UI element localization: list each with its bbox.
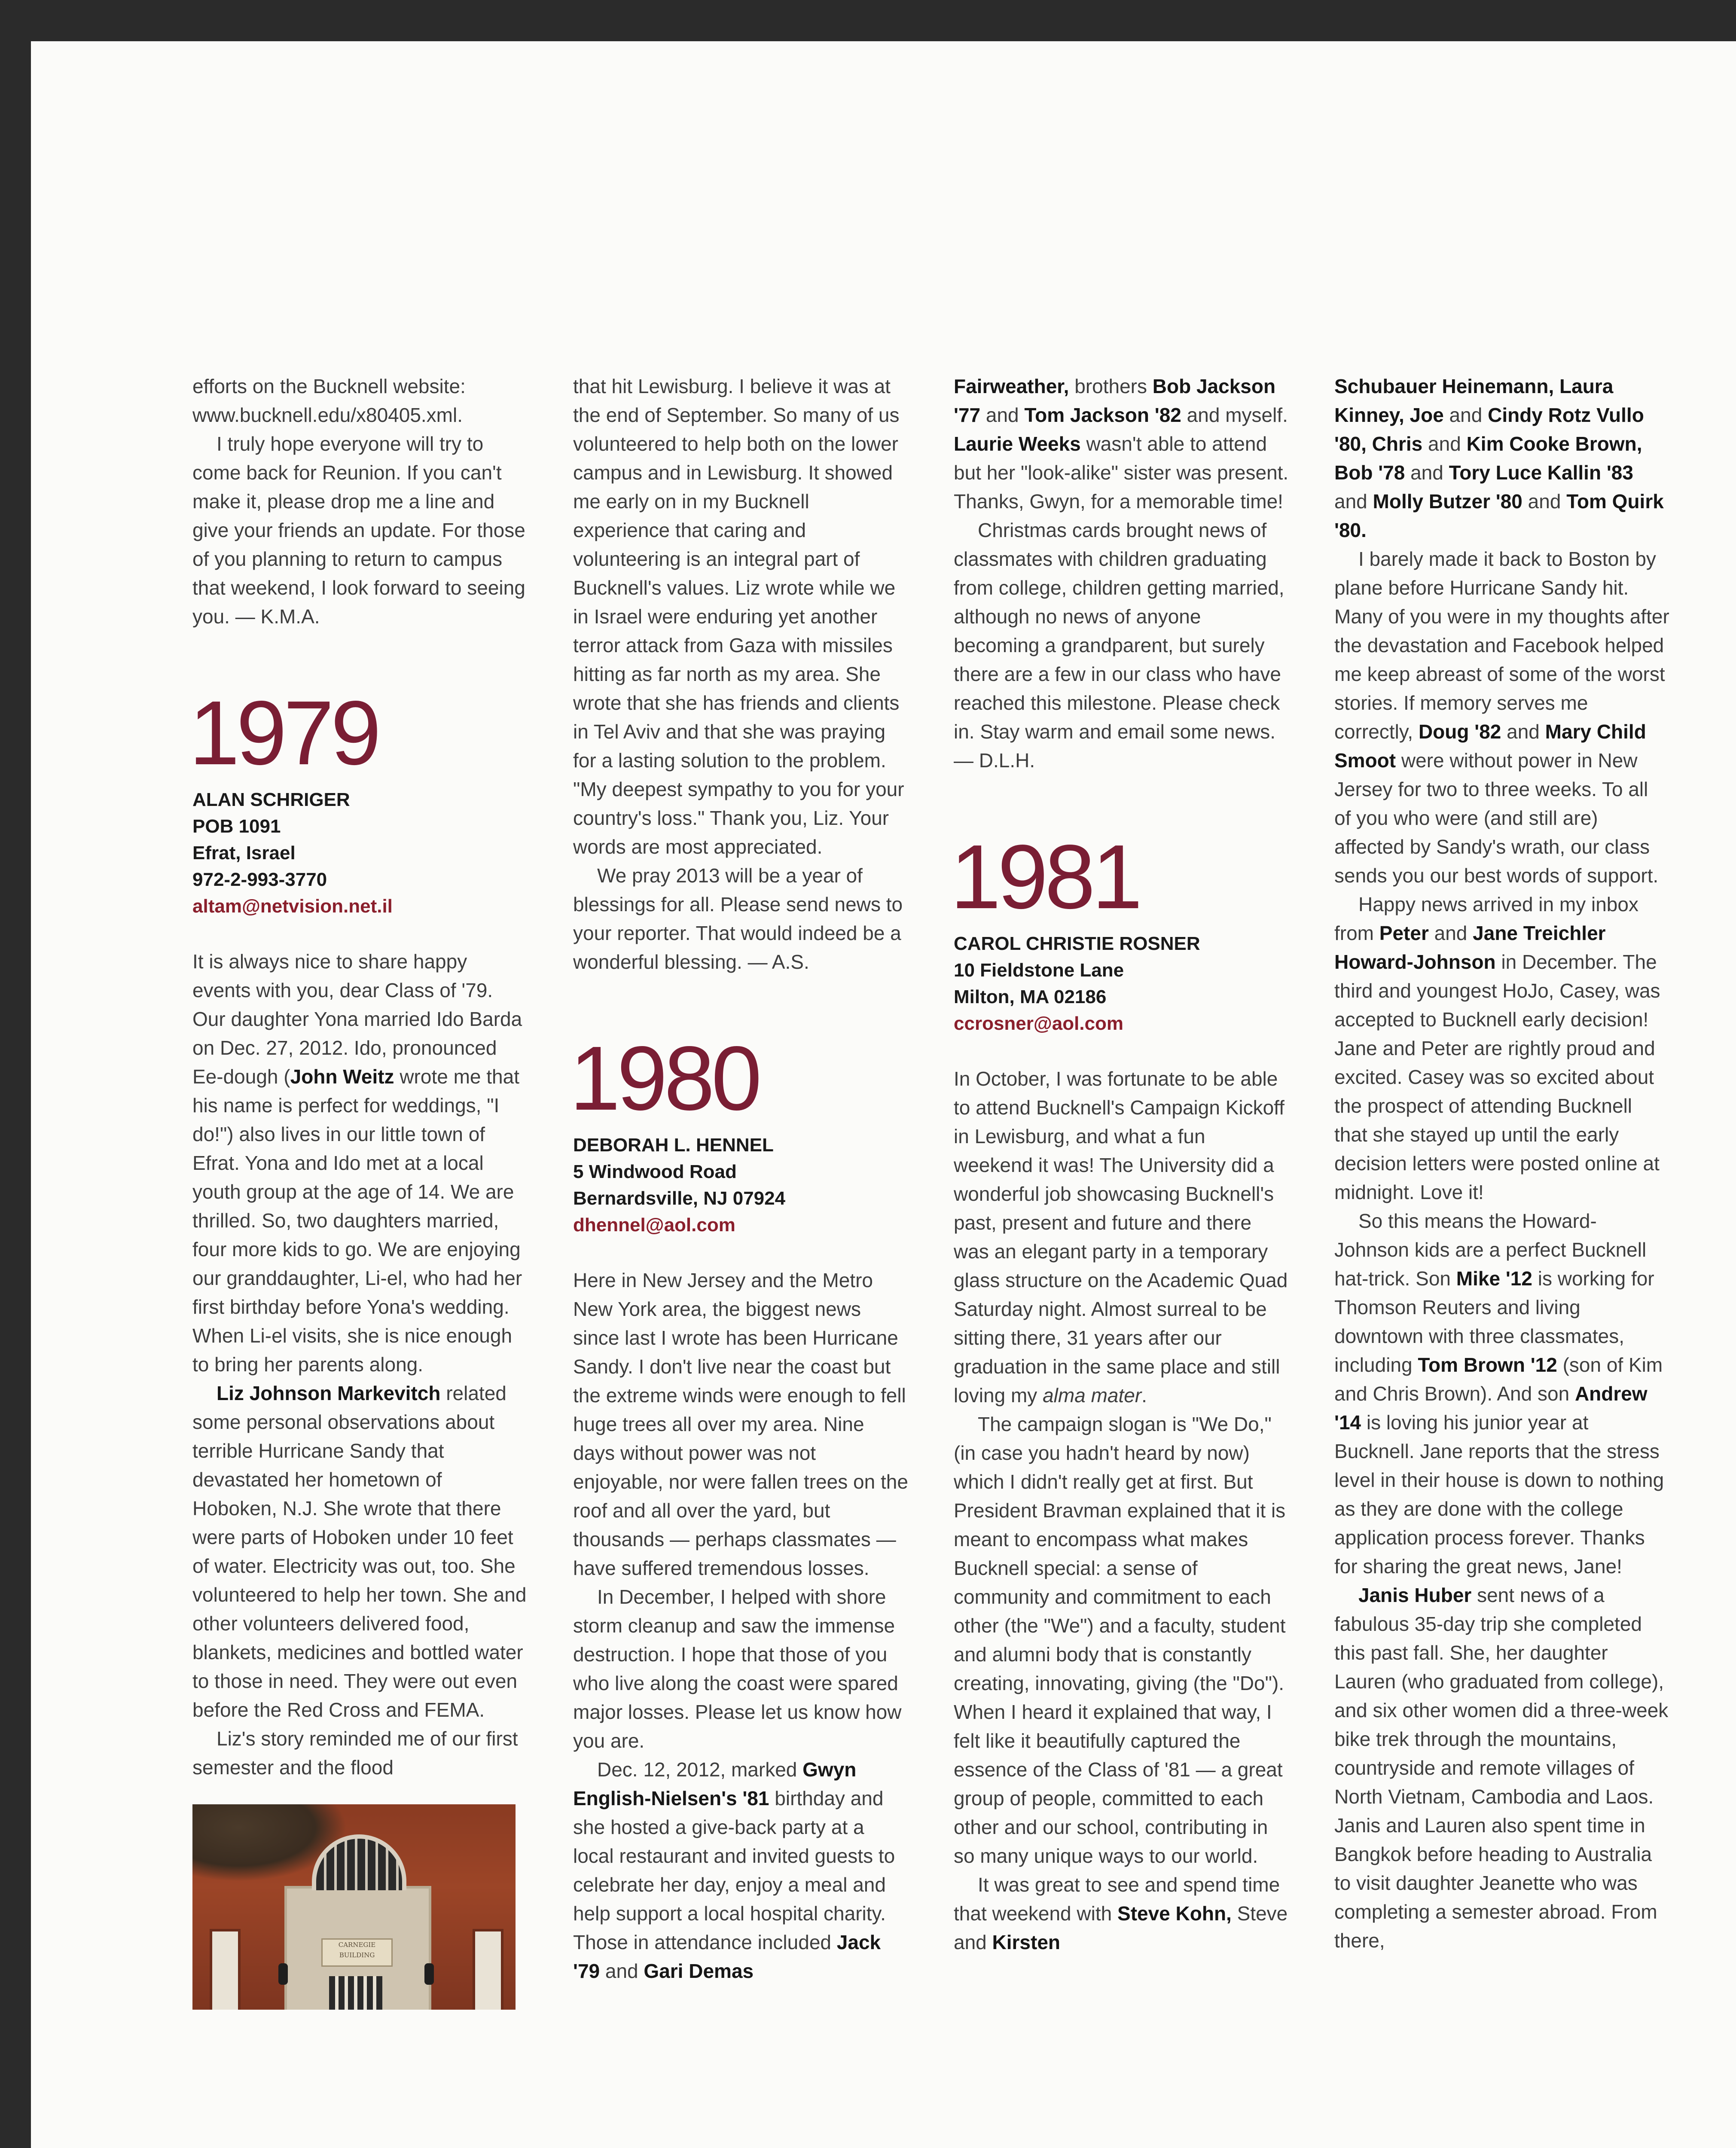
window xyxy=(210,1929,241,2010)
reporter-name: DEBORAH L. HENNEL xyxy=(573,1135,774,1156)
paragraph: So this means the Howard-Johnson kids are a perfect Bucknell hat-trick. Son Mike '12 is working for Thomson Reuters and living downtown with three classmates, including Tom Brown '12 (son of Kim and Chris Brown). And son Andrew '14 is loving his junior year at Bucknell. Jane reports that the stress level in their house is down to nothing as they are done with the college application process forever. Thanks for sharing the great news, Jane! xyxy=(1334,1210,1664,1577)
paragraph: Schubauer Heinemann, Laura Kinney, Joe and Cindy Rotz Vullo '80, Chris and Kim Cooke Brown, Bob '78 and Tory Luce Kallin '83 and Molly Butzer '80 and Tom Quirk '80. xyxy=(1334,375,1664,541)
paragraph: Liz Johnson Markevitch related some personal observations about terrible Hurricane Sandy that devastated her hometown of Hoboken, N.J. She wrote that there were parts of Hoboken under 10 feet of water. Electricity was out, too. She volunteered to help her town. She and other volunteers delivered food, blankets, medicines and bottled water to those in need. They were out even before the Red Cross and FEMA. xyxy=(192,1382,527,1721)
carnegie-building-photo xyxy=(192,1804,516,2010)
reporter-address: 10 Fieldstone Lane xyxy=(954,960,1124,981)
column-1 xyxy=(189,372,528,2010)
column-3 xyxy=(950,372,1289,1957)
paragraph: It was great to see and spend time that weekend with Steve Kohn, Steve and Kirsten xyxy=(954,1873,1288,1953)
reporter-city: Efrat, Israel xyxy=(192,842,296,863)
doorway xyxy=(329,1976,382,2010)
class-reporter-contact xyxy=(954,931,1289,1037)
reporter-email[interactable]: ccrosner@aol.com xyxy=(954,1013,1124,1034)
column-4 xyxy=(1334,372,1669,1955)
lamp xyxy=(424,1963,434,1985)
reporter-city: Milton, MA 02186 xyxy=(954,986,1107,1007)
paragraph: I barely made it back to Boston by plane before Hurricane Sandy hit. Many of you were in my thoughts after the devastation and Facebook helped me keep abreast of some of the worst stories. If memory serves me correctly, Doug '82 and Mary Child Smoot were without power in New Jersey for two to three weeks. To all of you who were (and still are) affected by Sandy's wrath, our class sends you our best words of support. xyxy=(1334,548,1669,887)
paragraph: that hit Lewisburg. I believe it was at the end of September. So many of us volunteered to help both on the lower campus and in Lewisburg. It showed me early on in my Bucknell experience that caring and volunteering is an integral part of Bucknell's values. Liz wrote while we in Israel were enduring yet another terror attack from Gaza with missiles hitting as far north as my area. She wrote that she has friends and clients in Tel Aviv and that she was praying for a lasting solution to the problem. "My deepest sympathy to you for your country's loss." Thank you, Liz. Your words are most appreciated. xyxy=(573,375,904,858)
paragraph: Janis Huber sent news of a fabulous 35-day trip she completed this past fall. She, her daughter Lauren (who graduated from college), and six other women did a three-week bike trek through the mountains, countryside and remote villages of North Vietnam, Cambodia and Laos. Janis and Lauren also spent time in Bangkok before heading to Australia to visit daughter Jeanette who was completing a semester abroad. From there, xyxy=(1334,1584,1669,1952)
reporter-city: Bernardsville, NJ 07924 xyxy=(573,1188,786,1209)
paragraph: The campaign slogan is "We Do," (in case you hadn't heard by now) which I didn't really get at first. But President Bravman explained that it is meant to encompass what makes Bucknell special: a sense of community and commitment to each other (the "We") and a faculty, student and alumni body that is constantly creating, innovating, giving (the "Do"). When I heard it explained that way, I felt like it beautifully captured the essence of the Class of '81 — a great group of people, committed to each other and our school, contributing in so many unique ways to our world. xyxy=(954,1413,1286,1867)
paragraph: We pray 2013 will be a year of blessings for all. Please send news to your reporter. That would indeed be a wonderful blessing. — A.S. xyxy=(573,864,903,973)
window xyxy=(473,1929,503,2010)
paragraph: Dec. 12, 2012, marked Gwyn English-Nielsen's '81 birthday and she hosted a give-back party at a local restaurant and invited guests to celebrate her day, enjoy a meal and help support a local hospital charity. Those in attendance included Jack '79 and Gari Demas xyxy=(573,1758,895,1982)
paragraph: Fairweather, brothers Bob Jackson '77 and Tom Jackson '82 and myself. Laurie Weeks wasn't able to attend but her "look-alike" sister was present. Thanks, Gwyn, for a memorable time! xyxy=(954,375,1289,513)
paragraph: efforts on the Bucknell website: www.bucknell.edu/x80405.xml. xyxy=(192,375,466,426)
building-sign: CARNEGIE BUILDING xyxy=(321,1938,393,1967)
paragraph: I truly hope everyone will try to come back for Reunion. If you can't make it, please drop me a line and give your friends an update. For those of you planning to return to campus that weekend, I look forward to seeing you. — K.M.A. xyxy=(192,433,525,628)
lamp xyxy=(278,1963,288,1985)
paragraph: It is always nice to share happy events with you, dear Class of '79. Our daughter Yona married Ido Barda on Dec. 27, 2012. Ido, pronounced Ee-dough (John Weitz wrote me that his name is perfect for weddings, "I do!") also lives in our little town of Efrat. Yona and Ido met at a local youth group at the age of 14. We are thrilled. So, two daughters married, four more kids to go. We are enjoying our granddaughter, Li-el, who had her first birthday before Yona's wedding. When Li-el visits, she is nice enough to bring her parents along. xyxy=(192,950,522,1376)
class-reporter-contact xyxy=(573,1132,908,1239)
class-year-heading: 1979 xyxy=(189,682,378,784)
class-year-heading: 1980 xyxy=(570,1027,759,1129)
paragraph: Liz's story reminded me of our first semester and the flood xyxy=(192,1727,518,1779)
reporter-name: CAROL CHRISTIE ROSNER xyxy=(954,933,1200,954)
paragraph: In December, I helped with shore storm cleanup and saw the immense destruction. I hope that those of you who live along the coast were spared major losses. Please let us know how you are. xyxy=(573,1586,902,1752)
reporter-email[interactable]: altam@netvision.net.il xyxy=(192,896,393,917)
reporter-phone: 972-2-993-3770 xyxy=(192,869,327,890)
reporter-address: POB 1091 xyxy=(192,816,281,837)
class-year-heading: 1981 xyxy=(950,826,1139,928)
reporter-email[interactable]: dhennel@aol.com xyxy=(573,1214,735,1236)
column-2 xyxy=(570,372,908,1986)
paragraph: Here in New Jersey and the Metro New York area, the biggest news since last I wrote has been Hurricane Sandy. I don't live near the coast but the extreme winds were enough to fell huge trees all over my area. Nine days without power was not enjoyable, nor were fallen trees on the roof and all over the yard, but thousands — perhaps classmates — have suffered tremendous losses. xyxy=(573,1269,908,1579)
paragraph: Happy news arrived in my inbox from Peter and Jane Treichler Howard-Johnson in December. The third and youngest HoJo, Casey, was accepted to Bucknell early decision! Jane and Peter are rightly proud and excited. Casey was so excited about the prospect of attending Bucknell that she stayed up until the early decision letters were posted online at midnight. Love it! xyxy=(1334,893,1660,1203)
paragraph: Christmas cards brought news of classmates with children graduating from college, children getting married, although no news of anyone becoming a grandparent, but surely there are a few in our class who have reached this milestone. Please check in. Stay warm and email some news. — D.L.H. xyxy=(954,519,1284,772)
reporter-name: ALAN SCHRIGER xyxy=(192,789,350,810)
paragraph: In October, I was fortunate to be able to attend Bucknell's Campaign Kickoff in Lewisburg, and what a fun weekend it was! The University did a wonderful job showcasing Bucknell's past, present and future and there was an elegant party in a temporary glass structure on the Academic Quad Saturday night. Almost surreal to be sitting there, 31 years after our graduation in the same place and still loving my alma mater. xyxy=(954,1068,1288,1407)
reporter-address: 5 Windwood Road xyxy=(573,1161,737,1182)
class-reporter-contact xyxy=(192,787,528,920)
magazine-page xyxy=(31,41,1736,2148)
